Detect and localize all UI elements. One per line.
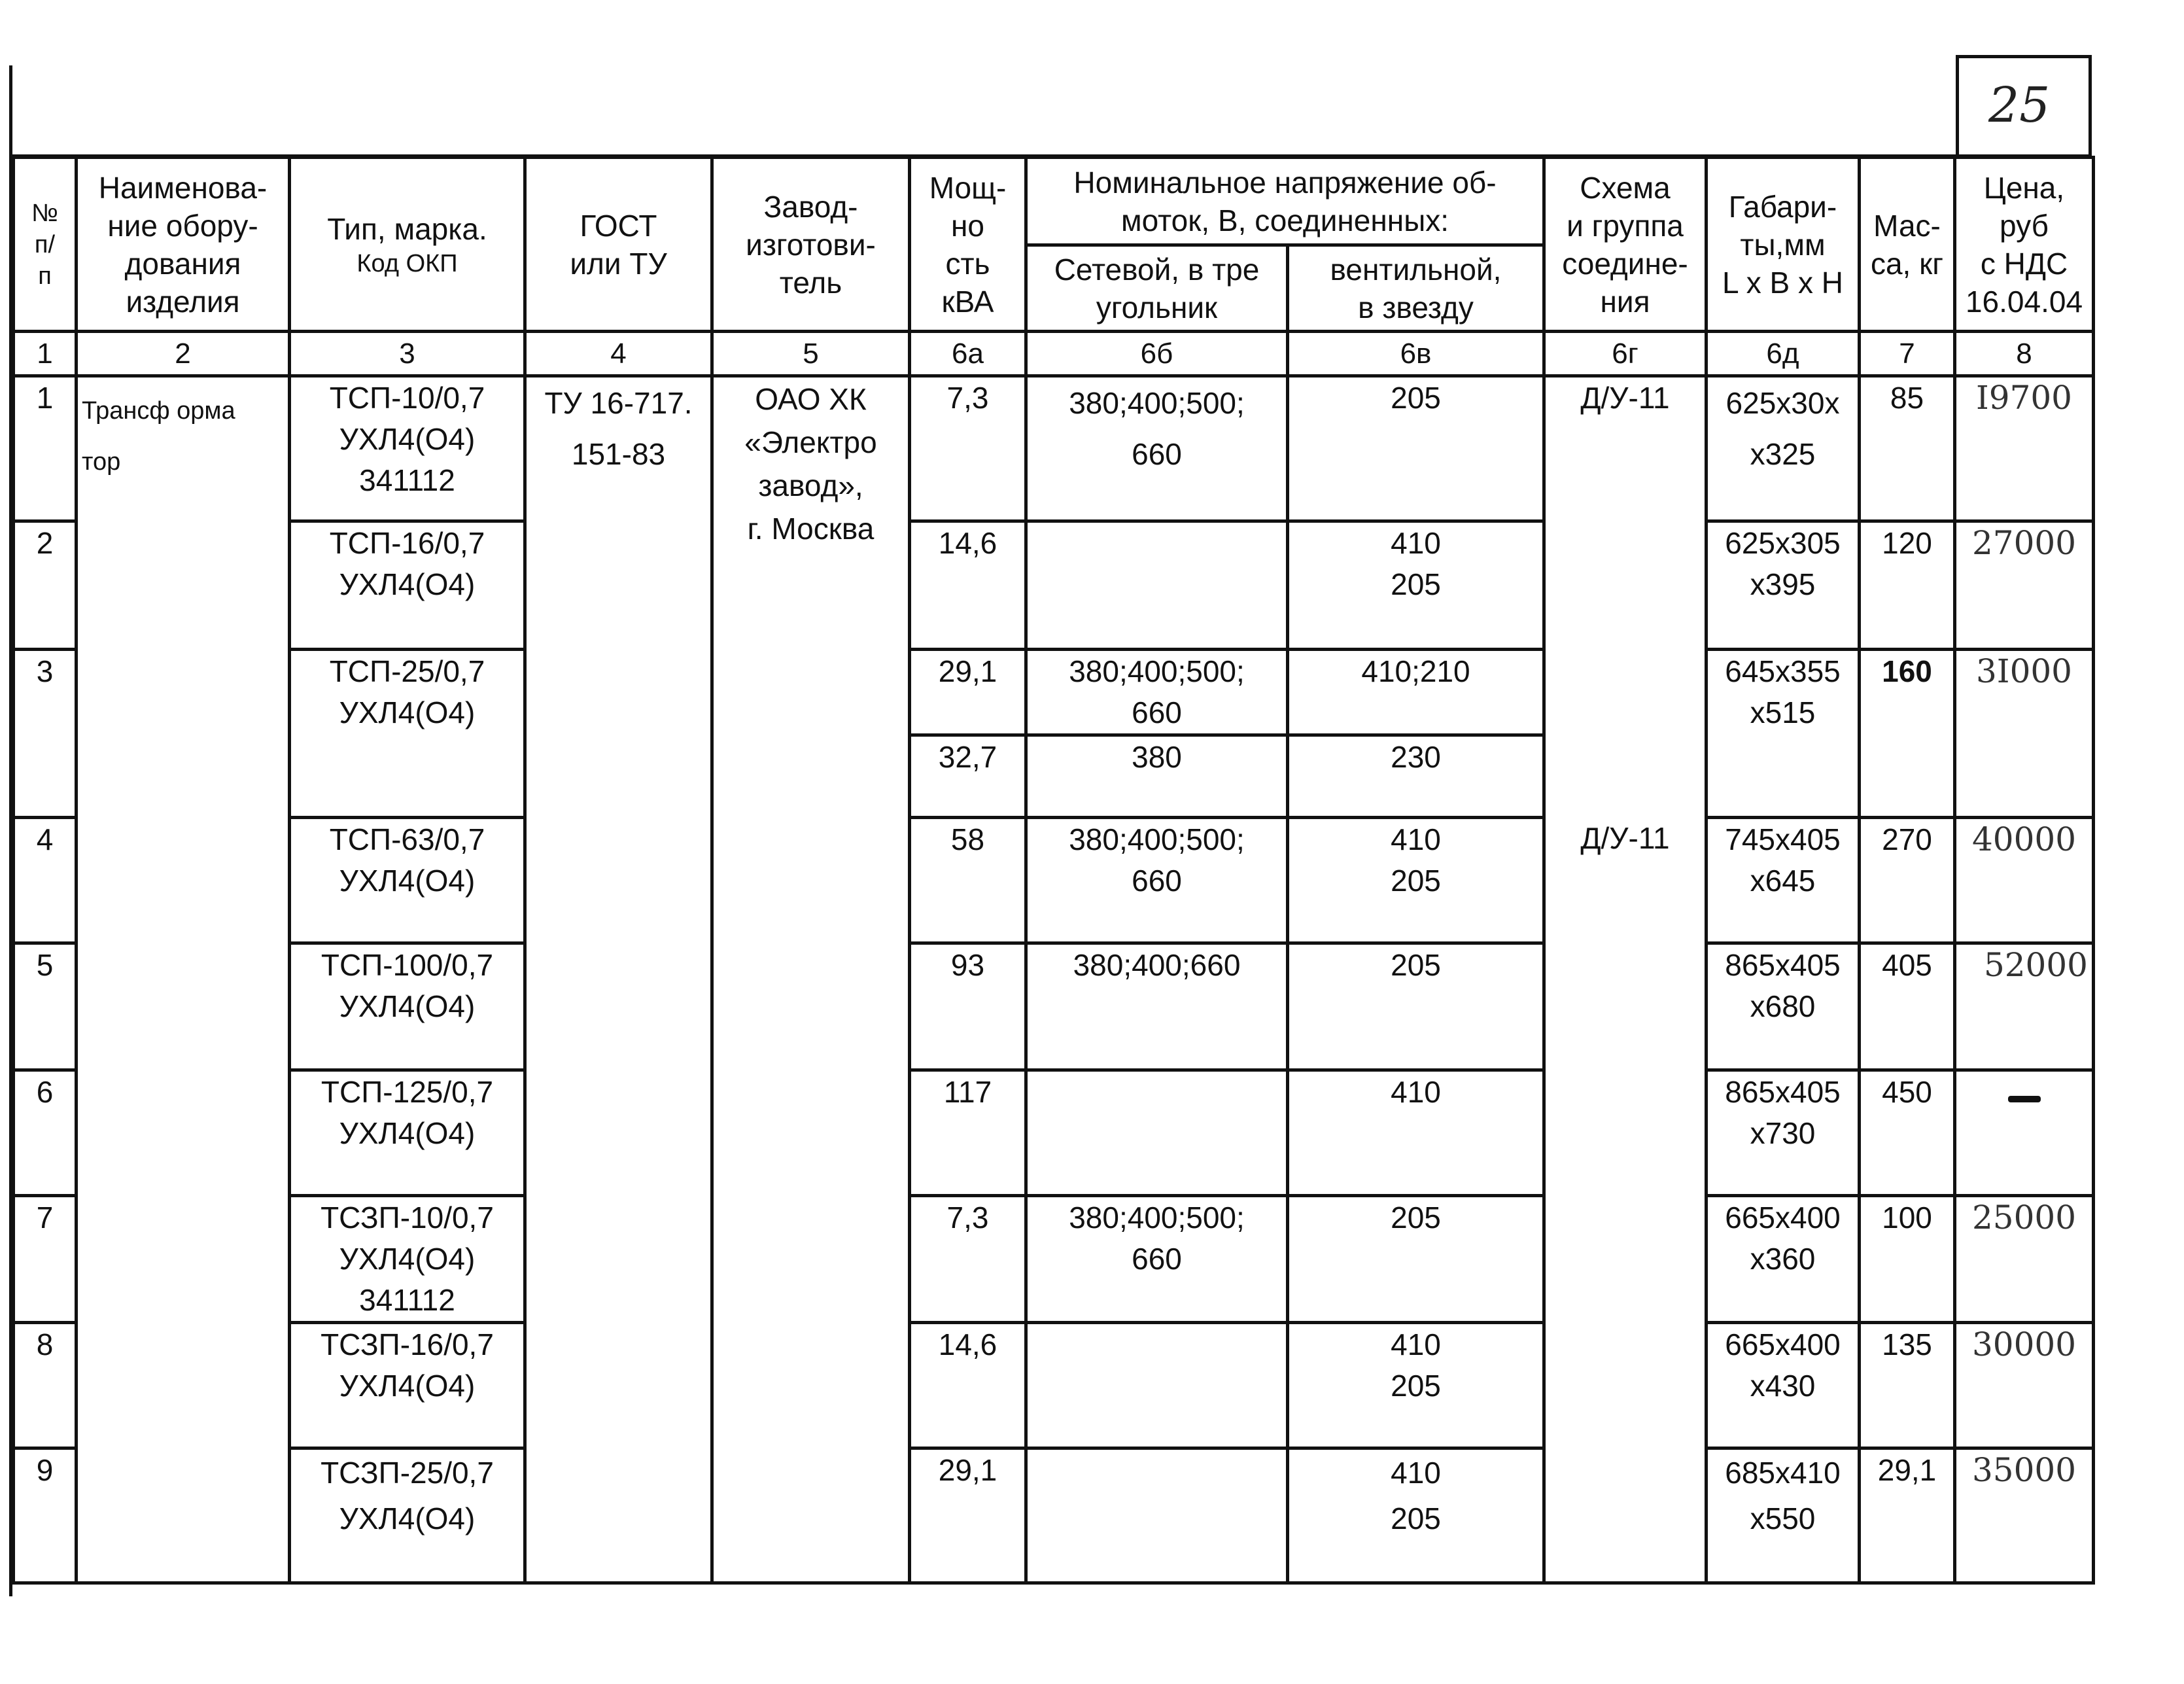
column-number: 6д [1707,332,1860,376]
header-scheme: Схема и группа соедине- ния [1544,158,1707,332]
column-number: 4 [525,332,712,376]
dims-cell: 645x355 x515 [1707,650,1860,818]
scheme-cell: Д/У-11 [1544,376,1707,818]
voltage-net-cell: 380 [1026,735,1288,818]
dims-cell: 745x405 x645 [1707,818,1860,943]
voltage-valve-cell: 410 205 [1288,521,1544,650]
table-row [14,1448,2094,1583]
table-row [14,1323,2094,1448]
scheme-cell: Д/У-11 [1544,818,1707,1583]
power-cell: 32,7 [910,735,1026,818]
header-name: Наименова- ние обору- дования изделия [77,158,290,332]
header-power: Мощ- но сть кВА [910,158,1026,332]
header-voltage-net: Сетевой, в тре угольник [1026,245,1288,332]
voltage-net-cell [1026,521,1288,650]
voltage-valve-cell: 410 [1288,1070,1544,1196]
maker-cell: ОАО ХК «Электро завод», г. Москва [712,376,910,1583]
header-price-date: 16.04.04 [1965,284,2083,319]
dims-cell: 665x400 x360 [1707,1196,1860,1323]
equipment-name: Трансф орма тор [77,376,290,1583]
table-row [14,1070,2094,1196]
power-cell: 7,3 [910,1196,1026,1323]
transformer-table [12,156,2095,1585]
row-number: 8 [14,1323,77,1448]
price-cell [1955,1070,2094,1196]
header-voltage-valve: вентильной, в звезду [1288,245,1544,332]
price-cell: 52000 [1955,943,2094,1070]
voltage-valve-cell: 410 205 [1288,818,1544,943]
header-dims [1707,158,1860,332]
voltage-valve-cell: 205 [1288,376,1544,521]
voltage-net-cell [1026,1448,1288,1583]
dims-cell: 685x410 x550 [1707,1448,1860,1583]
table-row [14,818,2094,943]
row-number: 2 [14,521,77,650]
header-price [1955,158,2094,332]
column-number-row [14,332,2094,376]
dims-cell: 625x30x x325 [1707,376,1860,521]
voltage-net-cell: 380;400;660 [1026,943,1288,1070]
dims-cell: 865x405 x730 [1707,1070,1860,1196]
table-row [14,1196,2094,1323]
power-cell: 117 [910,1070,1026,1196]
power-cell: 14,6 [910,521,1026,650]
voltage-valve-cell: 205 [1288,1196,1544,1323]
type-cell: ТСП-25/0,7 УХЛ4(О4) [290,650,525,818]
gost-cell: ТУ 16-717. 151-83 [525,376,712,1583]
column-number: 5 [712,332,910,376]
voltage-valve-cell: 205 [1288,943,1544,1070]
header-price-title: Цена, руб с НДС [1980,170,2068,281]
power-cell: 7,3 [910,376,1026,521]
header-dims-title: Габари- ты,мм [1728,189,1837,262]
power-cell: 58 [910,818,1026,943]
header-mass: Мас- са, кг [1860,158,1955,332]
column-number: 7 [1860,332,1955,376]
header-voltage: Номинальное напряжение об- моток, В, соединенных: [1026,158,1544,245]
voltage-net-cell: 380;400;500; 660 [1026,650,1288,735]
table-row [14,376,2094,521]
column-number: 6г [1544,332,1707,376]
price-cell: I9700 [1955,376,2094,521]
header-maker: Завод- изготови- тель [712,158,910,332]
mass-cell: 405 [1860,943,1955,1070]
column-number: 2 [77,332,290,376]
column-number: 8 [1955,332,2094,376]
voltage-net-cell: 380;400;500; 660 [1026,1196,1288,1323]
row-number: 3 [14,650,77,818]
column-number: 6а [910,332,1026,376]
mass-cell: 135 [1860,1323,1955,1448]
mass-cell: 100 [1860,1196,1955,1323]
dims-cell: 665x400 x430 [1707,1323,1860,1448]
type-cell: ТСЗП-25/0,7 УХЛ4(О4) [290,1448,525,1583]
header-type-title: Тип, марка. [327,211,487,246]
column-number: 6б [1026,332,1288,376]
header-type-okp: Код ОКП [356,249,458,277]
power-cell: 29,1 [910,1448,1026,1583]
page-number: 25 [1988,77,2051,133]
dims-cell: 865x405 x680 [1707,943,1860,1070]
voltage-net-cell [1026,1070,1288,1196]
mass-cell: 270 [1860,818,1955,943]
column-number: 3 [290,332,525,376]
type-cell: ТСЗП-10/0,7 УХЛ4(О4) 341112 [290,1196,525,1323]
mass-cell: 160 [1860,650,1955,818]
price-cell: 27000 [1955,521,2094,650]
table-row [14,943,2094,1070]
type-cell: ТСП-10/0,7 УХЛ4(О4) 341112 [290,376,525,521]
row-number: 1 [14,376,77,521]
price-cell: 25000 [1955,1196,2094,1323]
row-number: 5 [14,943,77,1070]
type-cell: ТСЗП-16/0,7 УХЛ4(О4) [290,1323,525,1448]
voltage-net-cell: 380;400;500; 660 [1026,376,1288,521]
dims-cell: 625x305 x395 [1707,521,1860,650]
price-cell: 40000 [1955,818,2094,943]
mass-cell: 120 [1860,521,1955,650]
mass-cell: 450 [1860,1070,1955,1196]
row-number: 6 [14,1070,77,1196]
mass-cell: 29,1 [1860,1448,1955,1583]
voltage-net-cell [1026,1323,1288,1448]
price-cell: 3I000 [1955,650,2094,818]
header-gost: ГОСТ или ТУ [525,158,712,332]
header-dims-lbh: L x B x H [1722,265,1843,300]
price-dash [2008,1096,2041,1102]
row-number: 4 [14,818,77,943]
voltage-valve-cell: 410 205 [1288,1323,1544,1448]
type-cell: ТСП-63/0,7 УХЛ4(О4) [290,818,525,943]
column-number: 1 [14,332,77,376]
voltage-valve-cell: 410;210 [1288,650,1544,735]
row-number: 9 [14,1448,77,1583]
power-cell: 29,1 [910,650,1026,735]
power-cell: 93 [910,943,1026,1070]
price-cell: 35000 [1955,1448,2094,1583]
type-cell: ТСП-16/0,7 УХЛ4(О4) [290,521,525,650]
table-row [14,650,2094,735]
table-row [14,521,2094,650]
voltage-net-cell: 380;400;500; 660 [1026,818,1288,943]
type-cell: ТСП-125/0,7 УХЛ4(О4) [290,1070,525,1196]
mass-cell: 85 [1860,376,1955,521]
header-num: № п/ п [14,158,77,332]
type-cell: ТСП-100/0,7 УХЛ4(О4) [290,943,525,1070]
voltage-valve-cell: 410 205 [1288,1448,1544,1583]
column-number: 6в [1288,332,1544,376]
power-cell: 14,6 [910,1323,1026,1448]
price-cell: 30000 [1955,1323,2094,1448]
voltage-valve-cell: 230 [1288,735,1544,818]
header-type [290,158,525,332]
row-number: 7 [14,1196,77,1323]
